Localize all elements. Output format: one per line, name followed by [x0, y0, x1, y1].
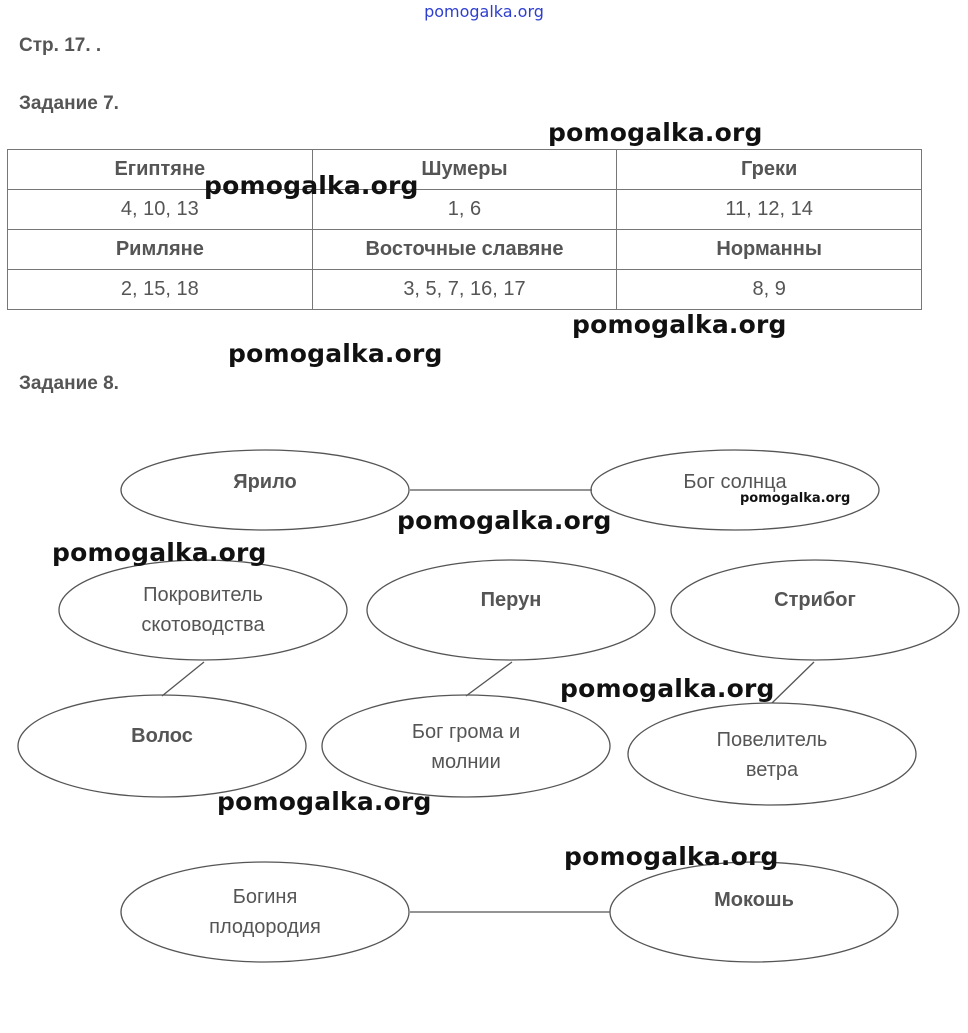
table-cell: 4, 10, 13 — [8, 190, 313, 230]
table-cell: 11, 12, 14 — [617, 190, 922, 230]
watermark: pomogalka.org — [228, 339, 443, 368]
node-perun: Перун — [480, 589, 542, 611]
connector-line — [466, 662, 512, 696]
connector-line — [772, 662, 814, 703]
node-fertility-goddess: Богиня плодородия — [209, 886, 321, 938]
watermark: pomogalka.org — [560, 674, 775, 703]
site-header-link[interactable]: pomogalka.org — [424, 2, 544, 21]
node-sun-god: Бог солнца — [683, 471, 787, 493]
table-header-cell: Римляне — [8, 230, 313, 270]
table-cell: 1, 6 — [312, 190, 617, 230]
watermark: pomogalka.org — [564, 842, 779, 871]
table-header-cell: Норманны — [617, 230, 922, 270]
node-thunder-god: Бог грома и молнии — [411, 721, 521, 773]
table-header-cell: Шумеры — [312, 150, 617, 190]
watermark: pomogalka.org — [572, 310, 787, 339]
node-patron-cattle: Покровитель скотоводства — [141, 584, 265, 636]
watermark: pomogalka.org — [397, 506, 612, 535]
watermark: pomogalka.org — [548, 118, 763, 147]
node-mokosh: Мокошь — [714, 889, 794, 911]
watermark: pomogalka.org — [217, 787, 432, 816]
page-label: Стр. 17. . — [19, 35, 102, 56]
table-cell: 8, 9 — [617, 270, 922, 310]
table-header-cell: Греки — [617, 150, 922, 190]
watermark: pomogalka.org — [52, 538, 267, 567]
node-volos: Волос — [131, 725, 193, 747]
connector-line — [162, 662, 204, 696]
watermark: pomogalka.org — [204, 171, 419, 200]
node-yarilo: Ярило — [233, 471, 297, 493]
watermark: pomogalka.org — [740, 491, 851, 506]
table-cell: 3, 5, 7, 16, 17 — [312, 270, 617, 310]
task8-title: Задание 8. — [19, 373, 119, 394]
node-stribog: Стрибог — [774, 589, 856, 611]
task7-title: Задание 7. — [19, 93, 119, 114]
table-cell: 2, 15, 18 — [8, 270, 313, 310]
node-wind-ruler: Повелитель ветра — [716, 729, 828, 781]
table-header-cell: Восточные славяне — [312, 230, 617, 270]
table-header-cell: Египтяне — [8, 150, 313, 190]
